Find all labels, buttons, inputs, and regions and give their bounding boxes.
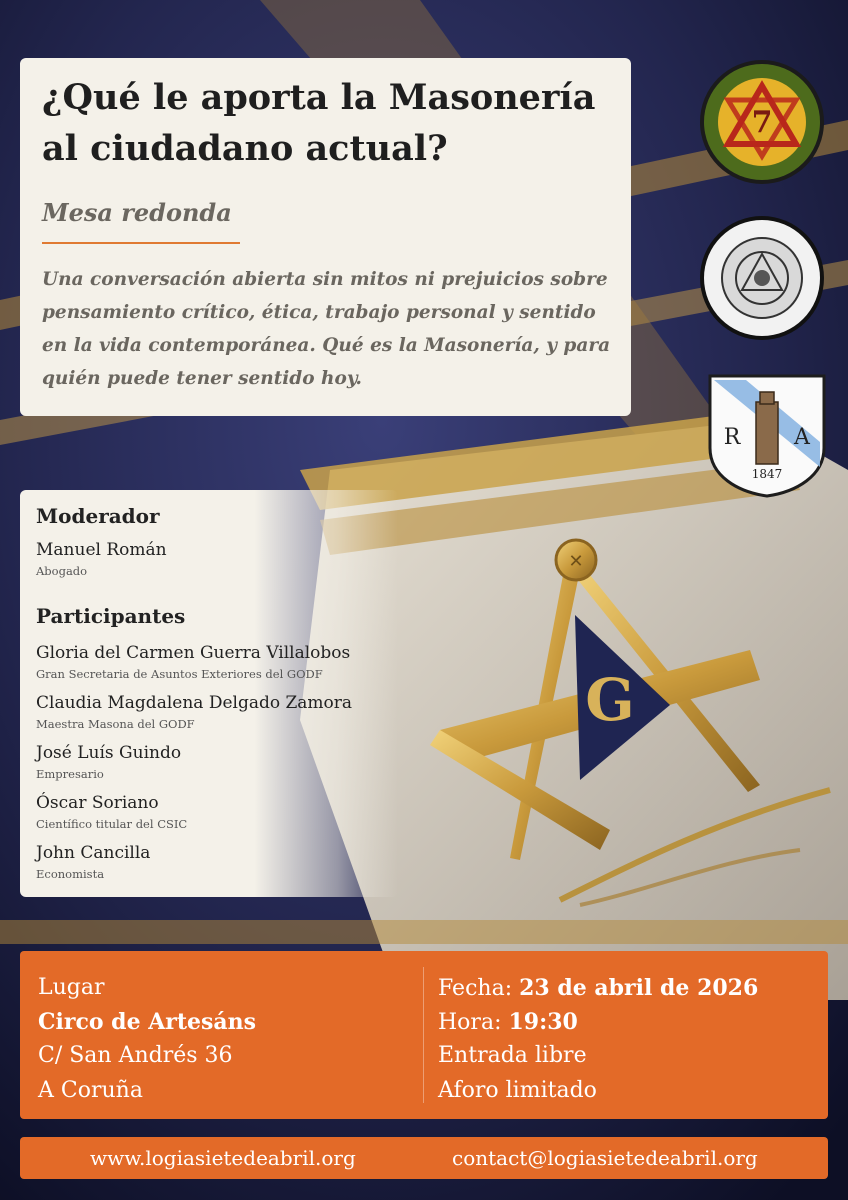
participant-role: Economista [36, 867, 105, 881]
footer-bar [20, 1137, 828, 1179]
venue-street: C/ San Andrés 36 [38, 1043, 233, 1068]
email-link[interactable]: contact@logiasietedeabril.org [452, 1146, 758, 1170]
speakers-card [20, 490, 398, 897]
time-line [438, 1009, 578, 1035]
date-value: 23 de abril de 2026 [519, 975, 759, 1001]
svg-text:✕: ✕ [568, 551, 584, 572]
participants-heading: Participantes [36, 604, 186, 628]
date-line [438, 975, 758, 1001]
participant-role: Científico titular del CSIC [36, 817, 188, 831]
website-link[interactable]: www.logiasietedeabril.org [90, 1146, 356, 1170]
time-label: Hora: [438, 1010, 502, 1035]
page-title: ¿Qué le aporta la Masonería al ciudadano actual? [42, 77, 596, 169]
participant-role: Empresario [36, 767, 104, 781]
capacity-note: Aforo limitado [438, 1078, 597, 1103]
badge-year: 1847 [751, 467, 783, 481]
title-card [20, 58, 631, 416]
participant-name: Óscar Soriano [36, 793, 159, 813]
moderator-heading: Moderador [36, 504, 160, 528]
svg-text:G: G [585, 666, 635, 734]
venue-city: A Coruña [38, 1078, 143, 1103]
ra-badge-icon [706, 372, 828, 498]
venue-name: Circo de Artesáns [38, 1009, 257, 1035]
badge-letter-a: A [794, 425, 810, 450]
time-value: 19:30 [508, 1009, 578, 1035]
participant-name: John Cancilla [36, 843, 151, 863]
square-and-compasses-icon [430, 530, 770, 870]
info-divider [423, 967, 424, 1103]
participant-name: Claudia Magdalena Delgado Zamora [36, 693, 353, 713]
participant-role: Maestra Masona del GODF [36, 717, 195, 731]
participant-name: Gloria del Carmen Guerra Villalobos [36, 643, 351, 663]
event-description: Una conversación abierta sin mitos ni prejuicios sobre pensamiento crítico, ética, trabajo personal y sentido en la vida contemporánea. Qué es la Masonería, y para quién puede tener sentido hoy. [42, 269, 611, 389]
accent-rule [42, 242, 240, 244]
date-label: Fecha: [438, 976, 513, 1001]
moderator-name: Manuel Román [36, 540, 167, 560]
participant-name: José Luís Guindo [36, 743, 182, 763]
moderator-role: Abogado [36, 564, 88, 578]
lodge-seal-icon [698, 58, 826, 186]
badge-letter-r: R [723, 425, 741, 450]
event-info-card [20, 951, 828, 1119]
venue-label: Lugar [38, 975, 105, 1000]
entry-note: Entrada libre [438, 1043, 587, 1068]
lodge-number: 7 [751, 105, 773, 140]
godf-seal-icon [698, 214, 826, 342]
participant-role: Gran Secretaria de Asuntos Exteriores del GODF [36, 667, 323, 681]
page-subtitle: Mesa redonda [42, 198, 232, 227]
